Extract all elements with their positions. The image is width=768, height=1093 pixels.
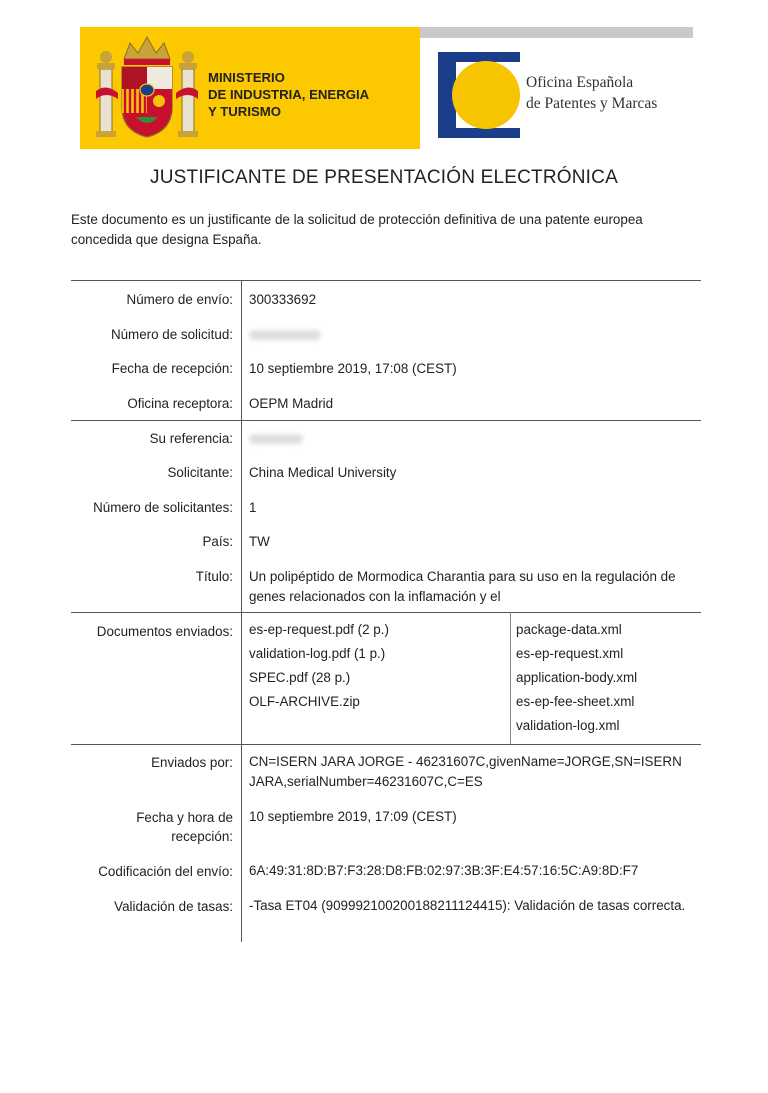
section-divider — [71, 280, 701, 281]
label-numero-envio: Número de envío: — [126, 292, 233, 307]
label-su-referencia: Su referencia: — [149, 431, 233, 446]
ministry-name — [208, 69, 369, 120]
value-pais: TW — [249, 534, 270, 549]
redacted-numero-solicitud — [249, 330, 321, 340]
ministry-banner — [80, 27, 420, 149]
documents-list-left — [249, 618, 389, 714]
list-item: SPEC.pdf (28 p.) — [249, 670, 351, 685]
ministry-line: MINISTERIO — [208, 70, 285, 85]
label-line: Fecha y hora de — [136, 810, 233, 825]
section-divider — [71, 612, 701, 613]
label-oficina-receptora: Oficina receptora: — [127, 396, 233, 411]
list-item: es-ep-request.pdf (2 p.) — [249, 622, 389, 637]
header-gray-bar — [420, 27, 693, 38]
label-documentos-enviados: Documentos enviados: — [96, 624, 233, 639]
list-item: application-body.xml — [516, 670, 638, 685]
label-codificacion-envio: Codificación del envío: — [98, 864, 233, 879]
label-solicitante: Solicitante: — [167, 465, 233, 480]
value-fecha-recepcion: 10 septiembre 2019, 17:08 (CEST) — [249, 361, 457, 376]
value-codificacion-envio: 6A:49:31:8D:B7:F3:28:D8:FB:02:97:3B:3F:E4:57:16:5C:A9:8D:F7 — [249, 863, 639, 878]
label-fecha-hora-recepcion — [136, 808, 233, 846]
ministry-line: Y TURISMO — [208, 104, 282, 119]
section-divider — [71, 744, 701, 745]
list-item: validation-log.xml — [516, 718, 620, 733]
value-validacion-tasas: -Tasa ET04 (909992100200188211124415): Validación de tasas correcta. — [249, 898, 686, 913]
label-enviados-por: Enviados por: — [151, 755, 233, 770]
value-oficina-receptora: OEPM Madrid — [249, 396, 334, 411]
value-numero-solicitantes: 1 — [249, 500, 257, 515]
value-numero-envio: 300333692 — [249, 292, 317, 307]
value-fecha-hora-recepcion: 10 septiembre 2019, 17:09 (CEST) — [249, 809, 457, 824]
list-item: es-ep-request.xml — [516, 646, 624, 661]
list-item: package-data.xml — [516, 622, 622, 637]
label-titulo: Título: — [195, 569, 233, 584]
value-solicitante: China Medical University — [249, 465, 397, 480]
documents-list-right — [516, 618, 637, 738]
label-numero-solicitantes: Número de solicitantes: — [93, 500, 233, 515]
label-line: recepción: — [171, 829, 233, 844]
label-fecha-recepcion: Fecha de recepción: — [111, 361, 233, 376]
list-item: es-ep-fee-sheet.xml — [516, 694, 635, 709]
list-item: validation-log.pdf (1 p.) — [249, 646, 386, 661]
column-divider — [241, 280, 242, 942]
office-line: Oficina Española — [526, 74, 634, 91]
ministry-line: DE INDUSTRIA, ENERGIA — [208, 87, 370, 102]
list-item: OLF-ARCHIVE.zip — [249, 694, 360, 709]
label-validacion-tasas: Validación de tasas: — [114, 899, 233, 914]
label-numero-solicitud: Número de solicitud: — [110, 327, 233, 342]
value-titulo: Un polipéptido de Mormodica Charantia para su uso en la regulación de genes relacionados con la inflamación y el — [249, 569, 676, 604]
redacted-su-referencia — [249, 434, 303, 444]
label-pais: País: — [202, 534, 233, 549]
value-enviados-por: CN=ISERN JARA JORGE - 46231607C,givenName=JORGE,SN=ISERN JARA,serialNumber=46231607C,C=ES — [249, 754, 682, 789]
intro-paragraph: Este documento es un justificante de la solicitud de protección definitiva de una patente europea concedida que designa España. — [71, 212, 643, 247]
section-divider — [71, 420, 701, 421]
coat-of-arms-emblem — [94, 33, 200, 143]
document-title: JUSTIFICANTE DE PRESENTACIÓN ELECTRÓNICA — [150, 167, 618, 188]
office-name — [526, 72, 657, 114]
office-line: de Patentes y Marcas — [526, 95, 658, 112]
oepm-logo — [438, 52, 520, 138]
documents-column-divider — [510, 612, 511, 744]
